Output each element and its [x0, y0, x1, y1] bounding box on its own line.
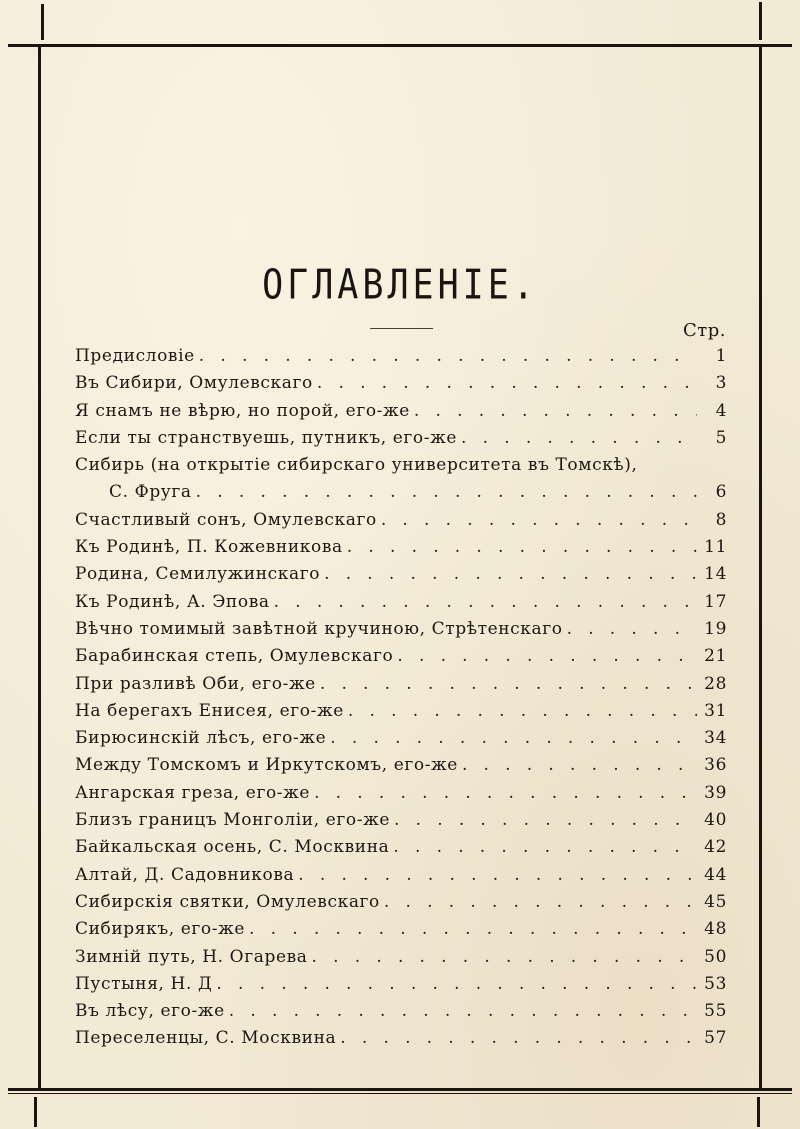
toc-entry-title: Счастливый сонъ, Омулевскаго: [75, 509, 377, 530]
leader-dots: [317, 370, 697, 397]
toc-entry-page: 28: [704, 673, 727, 694]
frame-tick-top-right: [759, 2, 762, 40]
leader-dots: [348, 698, 697, 725]
toc-entry-title: Родина, Семилужинскаго: [75, 564, 321, 585]
toc-entry: [75, 834, 727, 861]
toc-entry: [75, 780, 727, 807]
leader-dots: [196, 479, 697, 506]
toc-entry-page: 39: [704, 782, 727, 803]
toc-entry-title: Предисловіе: [75, 346, 195, 366]
toc-entry: [75, 725, 727, 752]
table-of-contents: [75, 343, 727, 1053]
toc-entry-title: На берегахъ Енисея, его-же: [75, 700, 344, 721]
toc-entry-title: Алтай, Д. Садовникова: [75, 864, 295, 885]
toc-entry-page: 48: [704, 919, 727, 940]
toc-entry-title: Бирюсинскій лѣсъ, его-же: [75, 728, 327, 749]
toc-entry-title: Сибирякъ, его-же: [75, 919, 246, 940]
page-title: ОГЛАВЛЕНІЕ.: [262, 262, 538, 310]
toc-entry-title: Вѣчно томимый завѣтной кручиною, Стрѣтенскаго: [75, 618, 563, 639]
frame-tick-bottom-right: [757, 1097, 760, 1127]
leader-dots: [330, 725, 697, 752]
toc-entry-page: 17: [704, 591, 727, 612]
leader-dots: [298, 862, 697, 889]
toc-entry: [75, 889, 727, 916]
frame-tick-bottom-left: [34, 1097, 37, 1127]
toc-entry: [75, 807, 727, 834]
toc-entry-title: При разливѣ Оби, его-же: [75, 673, 316, 694]
toc-entry: [75, 998, 727, 1025]
toc-entry-title: Зимній путь, Н. Огарева: [75, 946, 308, 967]
frame-rule-left: [38, 44, 41, 1091]
leader-dots: [381, 507, 697, 534]
page-column-label: Стр.: [683, 320, 726, 341]
toc-entry: [75, 507, 727, 534]
toc-entry: [75, 425, 727, 452]
toc-entry-title: Переселенцы, С. Москвина: [75, 1028, 337, 1049]
toc-entry: [75, 398, 727, 425]
toc-entry-page: 4: [715, 400, 727, 421]
leader-dots: [320, 671, 697, 698]
toc-entry-page: 42: [704, 837, 727, 858]
leader-dots: [229, 998, 697, 1025]
toc-entry: [75, 944, 727, 971]
toc-entry: [75, 452, 727, 479]
toc-entry: [75, 971, 727, 998]
leader-dots: [384, 889, 697, 916]
toc-entry-page: 36: [704, 755, 727, 776]
toc-entry-page: 6: [715, 482, 727, 503]
toc-entry: [75, 643, 727, 670]
toc-entry-title: Сибирскія святки, Омулевскаго: [75, 891, 380, 912]
toc-entry-page: 55: [704, 1001, 727, 1022]
toc-entry-title: Я снамъ не вѣрю, но порой, его-же: [75, 400, 410, 421]
toc-entry: [75, 534, 727, 561]
toc-entry-page: 21: [704, 646, 727, 667]
toc-entry-title: Въ лѣсу, его-же: [75, 1001, 225, 1022]
toc-entry-title: Между Томскомъ и Иркутскомъ, его-же: [75, 755, 458, 776]
frame-rule-bottom-thin: [8, 1093, 792, 1094]
leader-dots: [314, 780, 697, 807]
toc-entry-page: 40: [704, 810, 727, 831]
leader-dots: [340, 1025, 697, 1052]
leader-dots: [312, 944, 697, 971]
toc-entry-title: Пустыня, Н. Д: [75, 973, 213, 994]
toc-entry-title: Если ты странствуешь, путникъ, его-же: [75, 427, 457, 448]
toc-entry-page: 50: [704, 946, 727, 967]
toc-entry-page: 5: [715, 427, 727, 448]
toc-entry: [75, 1025, 727, 1052]
leader-dots: [393, 834, 697, 861]
toc-entry-title: Близъ границъ Монголіи, его-же: [75, 810, 390, 831]
frame-rule-right: [759, 44, 762, 1091]
leader-dots: [462, 752, 697, 779]
toc-entry: [75, 561, 727, 588]
toc-entry-page: 14: [704, 564, 727, 585]
toc-entry-title: Сибирь (на открытіе сибирскаго университета въ Томскѣ),: [75, 455, 638, 476]
toc-entry-title: Барабинская степь, Омулевскаго: [75, 646, 394, 667]
toc-entry: [75, 589, 727, 616]
leader-dots: [199, 343, 697, 370]
toc-entry: [75, 370, 727, 397]
toc-entry-page: 19: [704, 618, 727, 639]
toc-entry-page: 31: [704, 700, 727, 721]
frame-tick-top-left: [41, 4, 44, 40]
toc-entry-page: 45: [704, 891, 727, 912]
toc-entry-page: 57: [704, 1028, 727, 1049]
leader-dots: [249, 916, 697, 943]
toc-entry: [75, 752, 727, 779]
toc-entry-title: Ангарская греза, его-же: [75, 782, 311, 803]
leader-dots: [414, 398, 697, 425]
frame-rule-top: [8, 44, 792, 47]
toc-entry: [75, 862, 727, 889]
leader-dots: [394, 807, 697, 834]
toc-entry-page: 44: [704, 864, 727, 885]
frame-rule-bottom: [8, 1088, 792, 1091]
leader-dots: [324, 561, 697, 588]
toc-entry-title: Въ Сибири, Омулевскаго: [75, 373, 313, 394]
leader-dots: [216, 971, 697, 998]
toc-entry-page: 3: [715, 373, 727, 394]
toc-entry-page: 11: [704, 537, 727, 558]
toc-entry-page: 8: [715, 509, 727, 530]
leader-dots: [567, 616, 697, 643]
leader-dots: [397, 643, 697, 670]
toc-entry-continuation: [75, 479, 727, 506]
toc-entry: [75, 671, 727, 698]
leader-dots: [347, 534, 697, 561]
toc-entry-title: Байкальская осень, С. Москвина: [75, 837, 390, 858]
leader-dots: [461, 425, 697, 452]
toc-entry-title: С. Фруга: [109, 482, 192, 503]
toc-entry: [75, 616, 727, 643]
toc-entry-title: Къ Родинѣ, П. Кожевникова: [75, 537, 343, 558]
toc-entry-page: 34: [704, 728, 727, 749]
toc-entry: [75, 916, 727, 943]
toc-entry-page: 1: [715, 346, 727, 366]
toc-entry: [75, 343, 727, 370]
title-divider: [370, 328, 433, 329]
toc-entry-page: 53: [704, 973, 727, 994]
toc-entry: [75, 698, 727, 725]
leader-dots: [274, 589, 697, 616]
toc-entry-title: Къ Родинѣ, А. Эпова: [75, 591, 270, 612]
